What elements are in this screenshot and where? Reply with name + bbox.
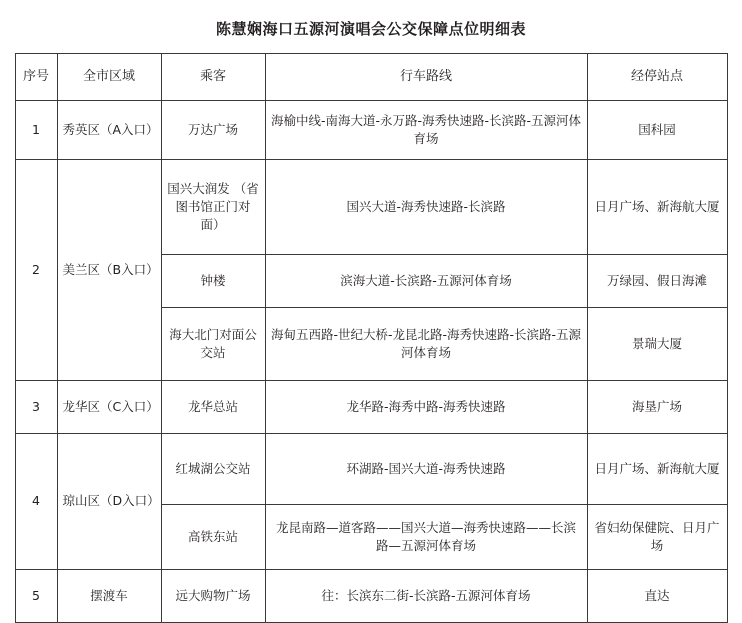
table-row <box>15 381 727 434</box>
cell-passenger: 红城湖公交站 <box>161 434 265 505</box>
cell-stops: 万绿园、假日海滩 <box>587 255 727 308</box>
column-header-area: 全市区域 <box>57 54 161 101</box>
table-row <box>15 434 727 505</box>
cell-stops: 景瑞大厦 <box>587 308 727 381</box>
table-row <box>15 570 727 623</box>
column-header-stops: 经停站点 <box>587 54 727 101</box>
cell-no: 4 <box>15 434 57 570</box>
cell-area: 琼山区（D入口） <box>57 434 161 570</box>
cell-passenger: 龙华总站 <box>161 381 265 434</box>
cell-stops: 国科园 <box>587 101 727 160</box>
cell-no: 3 <box>15 381 57 434</box>
cell-stops: 海垦广场 <box>587 381 727 434</box>
cell-area: 美兰区（B入口） <box>57 160 161 381</box>
cell-area: 秀英区（A入口） <box>57 101 161 160</box>
cell-area: 摆渡车 <box>57 570 161 623</box>
column-header-route: 行车路线 <box>265 54 587 101</box>
cell-area: 龙华区（C入口） <box>57 381 161 434</box>
cell-route: 滨海大道-长滨路-五源河体育场 <box>265 255 587 308</box>
cell-passenger: 万达广场 <box>161 101 265 160</box>
cell-route: 往：长滨东二街-长滨路-五源河体育场 <box>265 570 587 623</box>
table-body <box>15 101 727 623</box>
cell-passenger: 高铁东站 <box>161 505 265 570</box>
cell-route: 国兴大道-海秀快速路-长滨路 <box>265 160 587 255</box>
table-row <box>15 101 727 160</box>
cell-passenger: 海大北门对面公交站 <box>161 308 265 381</box>
cell-route: 海甸五西路-世纪大桥-龙昆北路-海秀快速路-长滨路-五源河体育场 <box>265 308 587 381</box>
cell-passenger: 远大购物广场 <box>161 570 265 623</box>
cell-stops: 直达 <box>587 570 727 623</box>
cell-stops: 日月广场、新海航大厦 <box>587 434 727 505</box>
cell-stops: 日月广场、新海航大厦 <box>587 160 727 255</box>
cell-stops: 省妇幼保健院、日月广场 <box>587 505 727 570</box>
cell-passenger: 国兴大润发 （省图书馆正门对面） <box>161 160 265 255</box>
column-header-no: 序号 <box>15 54 57 101</box>
cell-route: 海榆中线-南海大道-永万路-海秀快速路-长滨路-五源河体育场 <box>265 101 587 160</box>
table-header <box>15 54 727 101</box>
cell-no: 2 <box>15 160 57 381</box>
cell-no: 5 <box>15 570 57 623</box>
cell-passenger: 钟楼 <box>161 255 265 308</box>
cell-route: 环湖路-国兴大道-海秀快速路 <box>265 434 587 505</box>
bus-guarantee-table <box>15 53 728 623</box>
table-header-row <box>15 54 727 101</box>
cell-no: 1 <box>15 101 57 160</box>
column-header-passenger: 乘客 <box>161 54 265 101</box>
page-title: 陈慧娴海口五源河演唱会公交保障点位明细表 <box>215 20 526 38</box>
cell-route: 龙昆南路—道客路——国兴大道—海秀快速路——长滨路—五源河体育场 <box>265 505 587 570</box>
table-row <box>15 160 727 255</box>
cell-route: 龙华路-海秀中路-海秀快速路 <box>265 381 587 434</box>
